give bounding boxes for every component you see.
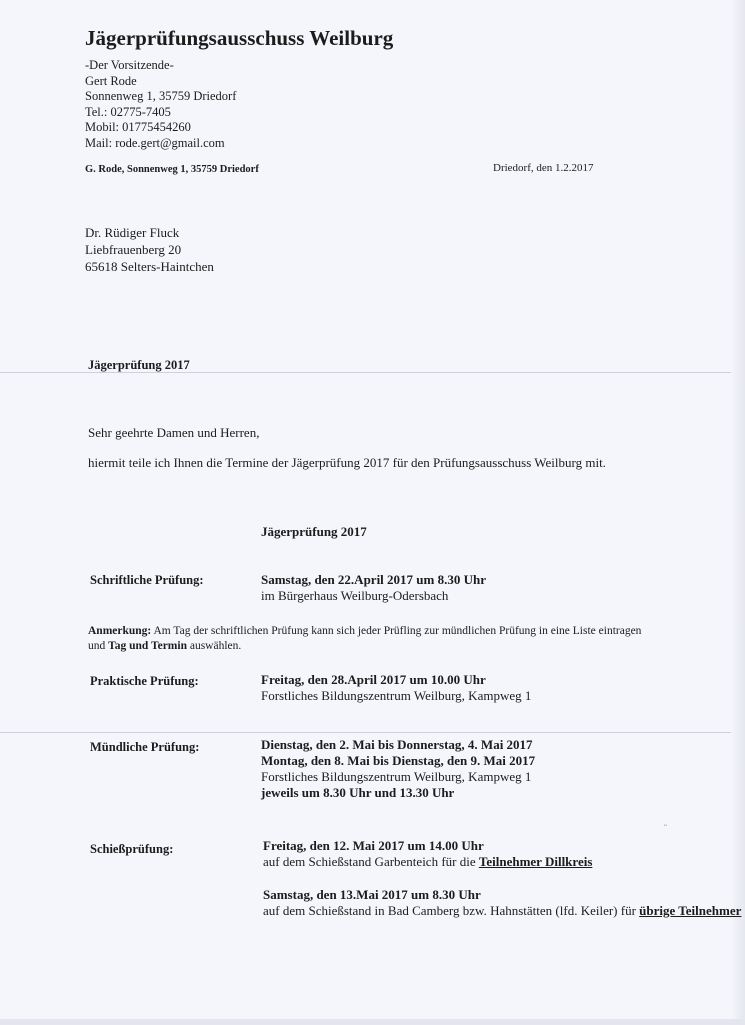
written-exam-place: im Bürgerhaus Weilburg-Odersbach [261, 588, 449, 603]
salutation: Sehr geehrte Damen und Herren, [88, 425, 260, 440]
practical-exam-label: Praktische Prüfung: [90, 674, 199, 688]
return-address-line: G. Rode, Sonnenweg 1, 35759 Driedorf [85, 164, 259, 175]
recipient-street: Liebfrauenberg 20 [85, 242, 182, 257]
date-line: Driedorf, den 1.2.2017 [493, 162, 594, 174]
fold-line [0, 732, 745, 733]
recipient-block [85, 224, 214, 275]
recipient-city: 65618 Selters-Haintchen [85, 259, 214, 274]
shooting-exam-date-2: Samstag, den 13.Mai 2017 um 8.30 Uhr [263, 887, 481, 902]
sender-mobile: Mobil: 01775454260 [85, 120, 191, 134]
sender-role: -Der Vorsitzende- [85, 58, 174, 72]
written-exam-details [261, 572, 486, 604]
letterhead-title: Jägerprüfungsausschuss Weilburg [85, 26, 394, 50]
intro-paragraph: hiermit teile ich Ihnen die Termine der Jägerprüfung 2017 für den Prüfungsausschuss Weilburg mit. [88, 455, 606, 470]
page-edge [0, 1019, 745, 1025]
note-text-2: auswählen. [186, 640, 242, 652]
oral-exam-label: Mündliche Prüfung: [90, 740, 200, 754]
oral-exam-date-1: Dienstag, den 2. Mai bis Donnerstag, 4. Mai 2017 [261, 737, 533, 752]
oral-exam-details [261, 737, 535, 801]
sender-phone: Tel.: 02775-7405 [85, 104, 171, 119]
note-paragraph [88, 624, 658, 654]
sender-block [85, 58, 236, 151]
subject-line: Jägerprüfung 2017 [88, 358, 190, 372]
shooting-exam-place-2 [263, 903, 742, 919]
shooting-place-2-text: auf dem Schießstand in Bad Camberg bzw. Hahnstätten (lfd. Keiler) für [263, 903, 640, 918]
note-text-1: Am Tag der schriftlichen Prüfung kann sich jeder Prüfling zur mündlichen Prüfung in eine Liste eintragen und [88, 625, 642, 652]
recipient-name: Dr. Rüdiger Fluck [85, 225, 180, 240]
shooting-exam-details-1 [263, 838, 592, 870]
shooting-group-2: übrige Teilnehmer [639, 903, 742, 918]
oral-exam-date-2: Montag, den 8. Mai bis Dienstag, den 9. Mai 2017 [261, 753, 536, 768]
schedule-title: Jägerprüfung 2017 [261, 524, 367, 539]
shooting-exam-label: Schießprüfung: [90, 842, 174, 856]
sender-email: Mail: rode.gert@gmail.com [85, 135, 225, 150]
practical-exam-details [261, 672, 531, 704]
written-exam-date: Samstag, den 22.April 2017 um 8.30 Uhr [261, 572, 486, 587]
sender-name: Gert Rode [85, 73, 137, 88]
practical-exam-date: Freitag, den 28.April 2017 um 10.00 Uhr [261, 672, 486, 687]
shooting-exam-date-1: Freitag, den 12. Mai 2017 um 14.00 Uhr [263, 838, 484, 853]
scan-mark: ᵔ [664, 822, 667, 833]
shooting-group-1: Teilnehmer Dillkreis [478, 854, 593, 869]
page-edge [731, 0, 745, 1025]
oral-exam-place: Forstliches Bildungszentrum Weilburg, Kampweg 1 [261, 769, 532, 784]
note-bold-text: Tag und Termin [108, 640, 187, 652]
written-exam-label: Schriftliche Prüfung: [90, 573, 204, 587]
shooting-place-1-text: auf dem Schießstand Garbenteich für die [263, 854, 479, 869]
oral-exam-times: jeweils um 8.30 Uhr und 13.30 Uhr [261, 785, 455, 800]
note-label: Anmerkung: [88, 625, 152, 637]
shooting-exam-details-2 [263, 887, 742, 919]
sender-address: Sonnenweg 1, 35759 Driedorf [85, 89, 237, 103]
practical-exam-place: Forstliches Bildungszentrum Weilburg, Kampweg 1 [261, 688, 532, 703]
shooting-exam-place-1 [263, 854, 592, 870]
